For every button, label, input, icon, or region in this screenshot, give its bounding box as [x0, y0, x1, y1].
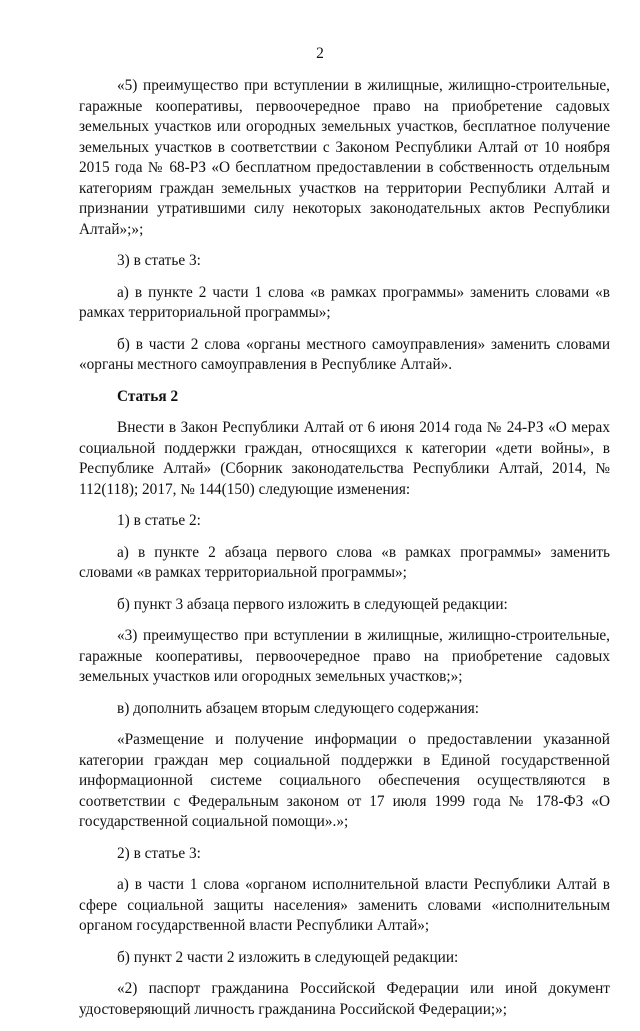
page-number: 2	[316, 45, 324, 62]
paragraph-article3-a: а) в пункте 2 части 1 слова «в рамках программы» заменить словами «в рамках территориальной программы»;	[79, 283, 610, 321]
paragraph-article2-intro: Внести в Закон Республики Алтай от 6 июня 2014 года № 24-РЗ «О мерах социальной поддержки граждан, относящихся к категории «дети войны», в Республике Алтай» (Сборник законодательства Республики Алтай, 2014, № 112(118); 2017, № 144(150) следующие изменения:	[79, 419, 610, 498]
paragraph-item-2a: а) в части 1 слова «органом исполнительной власти Республики Алтай в сфере социальной защиты населения» заменить словами «исполнительным органом государственной власти Республики Алтай»;	[79, 876, 610, 934]
paragraph-passport-text: «2) паспорт гражданина Российской Федерации или иной документ удостоверяющий личность гражданина Российской Федерации;»;	[79, 980, 610, 1018]
paragraph-article3-b: б) в части 2 слова «органы местного самоуправления» заменить словами «органы местного самоуправления в Республике Алтай».	[79, 335, 610, 373]
paragraph-article3-intro: 3) в статье 3:	[117, 252, 201, 269]
paragraph-item-1a: а) в пункте 2 абзаца первого слова «в рамках программы» заменить словами «в рамках территориальной программы»;	[79, 543, 610, 581]
paragraph-info-text: «Размещение и получение информации о предоставлении указанной категории граждан мер социальной поддержки в Единой государственной информационной системе социального обеспечения осуществляются в соответствии с Федеральным законом от 17 июля 1999 года № 178-ФЗ «О государственной социальной помощи».»;	[79, 731, 610, 830]
paragraph-item-1b: б) пункт 3 абзаца первого изложить в следующей редакции:	[117, 595, 508, 613]
paragraph-item-1v: в) дополнить абзацем вторым следующего содержания:	[117, 699, 480, 717]
paragraph-amend-point-5: «5) преимущество при вступлении в жилищные, жилищно-строительные, гаражные кооперативы, первоочередное право на приобретение садовых земельных участков или огородных земельных участков, бесплатное получение земельных участков в соответствии с Законом Республики Алтай от 10 ноября 2015 года № 68-РЗ «О бесплатном предоставлении в собственность отдельным категориям граждан земельных участков на территории Республики Алтай и признании утратившими силу некоторых законодательных актов Республики Алтай»;»;	[79, 77, 610, 238]
article-2-heading: Статья 2	[117, 387, 179, 405]
paragraph-point-3-text: «3) преимущество при вступлении в жилищные, жилищно-строительные, гаражные кооперативы, первоочередное право на приобретение садовых земельных участков или огородных земельных участков;»;	[79, 627, 610, 685]
document-body	[79, 76, 610, 1031]
paragraph-item-2b: б) пункт 2 части 2 изложить в следующей редакции:	[117, 948, 459, 966]
paragraph-item-2: 2) в статье 3:	[117, 844, 201, 862]
paragraph-item-1: 1) в статье 2:	[117, 512, 201, 529]
